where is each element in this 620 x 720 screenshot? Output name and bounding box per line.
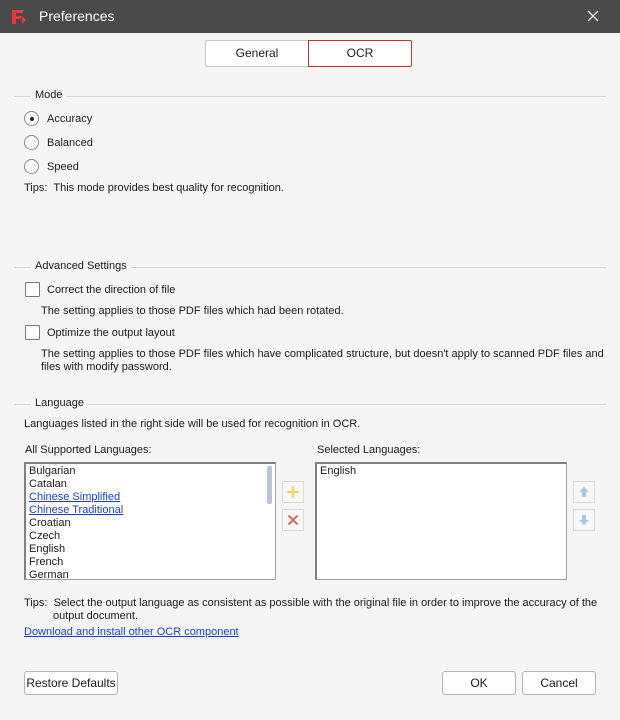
radio-button-checked[interactable] [24,111,39,126]
language-tip-line2: output document. [53,610,139,622]
advanced-title: Advanced Settings [31,260,131,272]
language-list-item[interactable]: French [29,556,64,568]
radio-button[interactable] [24,159,39,174]
language-tip-prefix: Tips: [24,597,48,609]
language-title: Language [31,397,88,409]
mode-tip-prefix: Tips: [24,182,48,194]
mode-tip-text: This mode provides best quality for recognition. [53,182,284,194]
language-list-item[interactable]: Bulgarian [29,465,76,477]
window-title: Preferences [39,8,115,24]
remove-language-button[interactable] [282,509,304,531]
optimize-layout-description-line1: The setting applies to those PDF files which have complicated structure, but doesn't apply to scanned PDF files and [41,348,604,360]
radio-accuracy[interactable] [24,111,92,126]
arrow-up-icon [578,486,590,498]
ok-button[interactable]: OK [442,671,516,695]
tab-ocr[interactable]: OCR [308,40,412,67]
mode-divider [14,96,606,97]
x-icon [287,514,299,526]
mode-tip [24,182,284,195]
language-tip-text: Select the output language as consistent as possible with the original file in order to improve the accuracy of the [53,597,598,609]
list-scrollbar[interactable] [267,466,273,577]
correct-direction-label: Correct the direction of file [47,283,176,296]
radio-button[interactable] [24,135,39,150]
checkbox-correct-direction[interactable] [25,282,175,297]
selected-languages-list[interactable] [315,462,567,580]
move-down-button[interactable] [573,509,595,531]
language-list-item[interactable]: Chinese Traditional [29,504,124,516]
scrollbar-thumb[interactable] [267,466,272,504]
all-languages-items [26,464,275,582]
language-list-item[interactable]: Catalan [29,478,67,490]
mode-title: Mode [31,89,67,101]
language-list-item[interactable]: English [29,543,66,555]
download-ocr-link[interactable]: Download and install other OCR component [24,626,239,638]
tab-general[interactable]: General [205,40,309,67]
cancel-button[interactable]: Cancel [522,671,596,695]
checkbox-optimize-layout[interactable] [25,325,175,340]
checkbox[interactable] [25,325,40,340]
add-language-button[interactable] [282,481,304,503]
arrow-down-icon [578,514,590,526]
language-list-item[interactable]: German [29,569,69,581]
app-logo-icon [10,8,28,26]
radio-speed[interactable] [24,159,79,174]
move-up-button[interactable] [573,481,595,503]
all-languages-list[interactable] [24,462,276,580]
language-list-item[interactable]: Czech [29,530,61,542]
optimize-layout-label: Optimize the output layout [47,326,175,339]
all-languages-label: All Supported Languages: [25,444,152,456]
plus-icon [286,485,300,499]
correct-direction-description: The setting applies to those PDF files which had been rotated. [41,305,344,317]
optimize-layout-description-line2: files with modify password. [41,361,172,373]
language-divider [14,404,606,405]
language-intro: Languages listed in the right side will be used for recognition in OCR. [24,418,361,430]
radio-balanced[interactable] [24,135,93,150]
language-list-item[interactable]: Chinese Simplified [29,491,121,503]
tab-bar [205,40,412,67]
radio-speed-label: Speed [47,160,79,173]
restore-defaults-button[interactable]: Restore Defaults [24,671,118,695]
language-list-item[interactable]: Croatian [29,517,71,529]
radio-accuracy-label: Accuracy [47,112,93,125]
selected-languages-label: Selected Languages: [317,444,421,456]
selected-language-item[interactable]: English [320,465,357,477]
selected-languages-items [317,464,566,478]
close-icon[interactable] [583,6,603,26]
title-bar [0,0,620,33]
checkbox[interactable] [25,282,40,297]
radio-balanced-label: Balanced [47,136,93,149]
language-tip-line1 [24,597,597,610]
